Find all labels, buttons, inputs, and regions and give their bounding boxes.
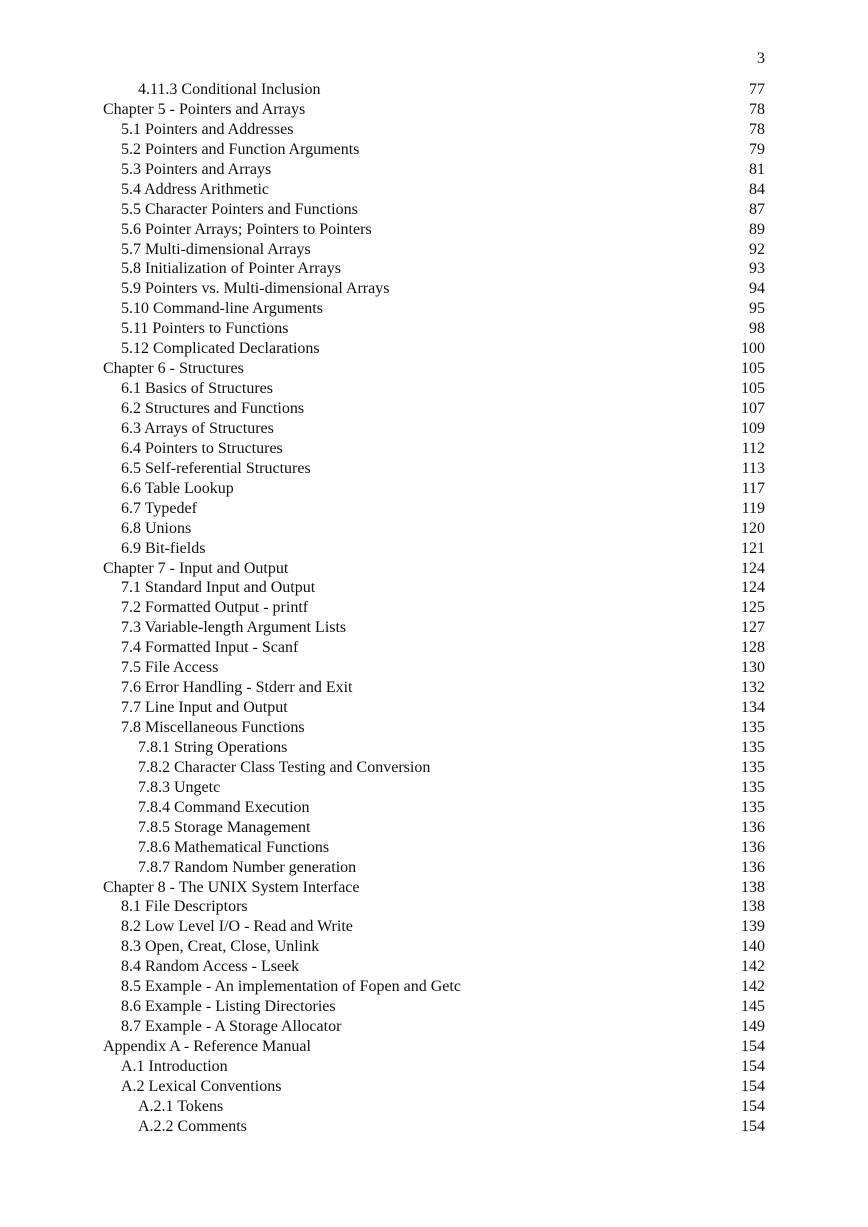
toc-entry-page: 120 [741,519,765,537]
toc-entry-title: 5.11 Pointers to Functions [121,320,289,338]
toc-entry-page: 154 [741,1057,765,1075]
toc-section-entry [103,319,765,339]
toc-entry-title: 8.3 Open, Creat, Close, Unlink [121,938,320,956]
toc-entry-title: 7.2 Formatted Output - printf [121,599,309,617]
toc-entry-title: A.1 Introduction [121,1057,228,1075]
toc-entry-page: 92 [749,240,765,258]
toc-entry-title: 7.8.2 Character Class Testing and Conversion [138,758,431,776]
toc-entry-page: 93 [749,260,765,278]
toc-entry-page: 135 [741,738,765,756]
toc-entry-title: 7.6 Error Handling - Stderr and Exit [121,679,353,697]
toc-entry-title: 7.8.1 String Operations [138,738,288,756]
toc-entry-page: 124 [741,579,765,597]
toc-section-entry [103,479,765,499]
toc-entry-title: 5.6 Pointer Arrays; Pointers to Pointers [121,220,372,238]
toc-entry-title: 6.8 Unions [121,519,192,537]
toc-entry-page: 81 [749,160,765,178]
toc-entry-title: 5.3 Pointers and Arrays [121,160,272,178]
toc-section-entry [103,1117,765,1137]
toc-section-entry [103,678,765,698]
toc-entry-page: 139 [741,918,765,936]
toc-entry-title: A.2.2 Comments [138,1117,247,1135]
toc-entry-page: 105 [741,360,765,378]
toc-section-entry [103,718,765,738]
toc-section-entry [103,937,765,957]
toc-entry-page: 136 [741,818,765,836]
toc-entry-title: 5.1 Pointers and Addresses [121,120,294,138]
toc-entry-page: 78 [749,120,765,138]
toc-entry-page: 105 [741,380,765,398]
toc-entry-page: 119 [741,499,765,517]
toc-entry-title: 5.4 Address Arithmetic [121,180,269,198]
toc-entry-page: 89 [749,220,765,238]
toc-entry-title: 6.3 Arrays of Structures [121,419,274,437]
toc-section-entry [103,499,765,519]
toc-section-entry [103,279,765,299]
toc-entry-title: 5.10 Command-line Arguments [121,300,323,318]
toc-entry-title: 8.4 Random Access - Lseek [121,958,300,976]
toc-section-entry [103,539,765,559]
toc-section-entry [103,200,765,220]
toc-entry-title: 6.6 Table Lookup [121,479,234,497]
toc-entry-page: 125 [741,599,765,617]
toc-chapter-entry [103,559,765,579]
toc-section-entry [103,1097,765,1117]
toc-entry-page: 154 [741,1097,765,1115]
toc-section-entry [103,160,765,180]
toc-section-entry [103,120,765,140]
toc-entry-title: 6.9 Bit-fields [121,539,206,557]
toc-section-entry [103,220,765,240]
toc-entry-page: 98 [749,320,765,338]
toc-entry-title: 5.7 Multi-dimensional Arrays [121,240,311,258]
toc-entry-title: 7.1 Standard Input and Output [121,579,316,597]
toc-entry-title: 8.2 Low Level I/O - Read and Write [121,918,353,936]
toc-section-entry [103,1017,765,1037]
toc-section-entry [103,838,765,858]
toc-section-entry [103,977,765,997]
toc-entry-page: 138 [741,898,765,916]
toc-section-entry [103,259,765,279]
toc-entry-page: 87 [749,200,765,218]
toc-entry-title: 6.2 Structures and Functions [121,400,305,417]
toc-entry-title: 7.3 Variable-length Argument Lists [121,619,347,637]
toc-entry-title: 7.7 Line Input and Output [121,699,288,717]
toc-section-entry [103,80,765,100]
toc-entry-page: 100 [741,340,765,358]
toc-section-entry [103,419,765,439]
toc-section-entry [103,439,765,459]
toc-section-entry [103,598,765,618]
toc-entry-page: 84 [749,180,765,198]
toc-section-entry [103,917,765,937]
toc-entry-title: 6.4 Pointers to Structures [121,439,283,457]
toc-entry-title: 8.1 File Descriptors [121,898,248,916]
toc-entry-title: 6.1 Basics of Structures [121,380,273,398]
toc-entry-title: Appendix A - Reference Manual [103,1038,311,1055]
toc-entry-title: 7.5 File Access [121,659,219,677]
toc-entry-page: 107 [741,400,765,417]
toc-entry-page: 112 [741,439,765,457]
toc-entry-page: 136 [741,838,765,856]
toc-section-entry [103,379,765,399]
toc-section-entry [103,399,765,419]
toc-entry-title: Chapter 8 - The UNIX System Interface [103,878,360,896]
toc-entry-title: 7.8.7 Random Number generation [138,858,357,876]
toc-entry-title: 7.8.3 Ungetc [138,778,221,796]
toc-entry-title: A.2 Lexical Conventions [121,1077,282,1095]
toc-entry-page: 113 [741,459,765,477]
toc-chapter-entry [103,1037,765,1057]
toc-section-entry [103,698,765,718]
toc-entry-title: 7.8.4 Command Execution [138,798,310,816]
toc-section-entry [103,798,765,818]
toc-section-entry [103,1077,765,1097]
toc-section-entry [103,180,765,200]
toc-section-entry [103,299,765,319]
toc-entry-page: 130 [741,659,765,677]
toc-section-entry [103,638,765,658]
toc-entry-page: 142 [741,958,765,976]
table-of-contents [103,80,765,1137]
toc-section-entry [103,858,765,878]
toc-section-entry [103,897,765,917]
toc-entry-page: 94 [749,280,765,298]
toc-chapter-entry [103,359,765,379]
toc-section-entry [103,818,765,838]
toc-entry-page: 79 [749,140,765,158]
toc-entry-page: 121 [741,539,765,557]
toc-section-entry [103,758,765,778]
toc-section-entry [103,140,765,160]
toc-section-entry [103,240,765,260]
toc-entry-title: Chapter 6 - Structures [103,360,244,378]
toc-entry-title: 5.5 Character Pointers and Functions [121,200,358,218]
toc-entry-page: 154 [741,1117,765,1135]
toc-entry-title: 4.11.3 Conditional Inclusion [138,81,321,98]
toc-entry-page: 77 [749,81,765,98]
toc-chapter-entry [103,100,765,120]
toc-entry-page: 95 [749,300,765,318]
toc-entry-title: 5.12 Complicated Declarations [121,340,320,358]
toc-entry-title: 6.7 Typedef [121,499,197,517]
toc-entry-page: 136 [741,858,765,876]
toc-entry-page: 135 [741,798,765,816]
toc-entry-page: 135 [741,719,765,736]
toc-entry-page: 154 [741,1077,765,1095]
toc-section-entry [103,519,765,539]
toc-entry-title: 8.5 Example - An implementation of Fopen and Getc [121,978,461,996]
toc-entry-page: 124 [741,559,765,577]
toc-entry-title: Chapter 7 - Input and Output [103,559,289,577]
toc-entry-title: Chapter 5 - Pointers and Arrays [103,100,306,118]
toc-section-entry [103,658,765,678]
toc-entry-title: 7.8 Miscellaneous Functions [121,719,305,736]
toc-section-entry [103,578,765,598]
toc-entry-page: 117 [741,479,765,497]
toc-entry-page: 140 [741,938,765,956]
toc-entry-page: 132 [741,679,765,697]
toc-entry-title: 8.6 Example - Listing Directories [121,998,336,1016]
toc-section-entry [103,738,765,758]
toc-entry-title: 7.8.6 Mathematical Functions [138,838,330,856]
toc-entry-page: 134 [741,699,765,717]
toc-section-entry [103,618,765,638]
page-number: 3 [757,50,765,67]
toc-entry-title: 5.2 Pointers and Function Arguments [121,140,360,158]
toc-entry-page: 138 [741,878,765,896]
toc-entry-title: 6.5 Self-referential Structures [121,459,311,477]
toc-section-entry [103,778,765,798]
toc-entry-page: 154 [741,1038,765,1055]
toc-entry-page: 135 [741,758,765,776]
toc-section-entry [103,339,765,359]
toc-entry-title: 8.7 Example - A Storage Allocator [121,1018,342,1036]
toc-section-entry [103,1057,765,1077]
toc-entry-page: 127 [741,619,765,637]
toc-entry-title: 7.8.5 Storage Management [138,818,311,836]
toc-entry-page: 109 [741,419,765,437]
toc-section-entry [103,957,765,977]
toc-entry-title: A.2.1 Tokens [138,1097,224,1115]
toc-entry-page: 149 [741,1018,765,1036]
toc-chapter-entry [103,878,765,898]
toc-entry-page: 142 [741,978,765,996]
toc-section-entry [103,459,765,479]
toc-entry-title: 5.9 Pointers vs. Multi-dimensional Arrays [121,280,390,298]
toc-entry-page: 145 [741,998,765,1016]
toc-section-entry [103,997,765,1017]
toc-entry-page: 128 [741,639,765,657]
toc-entry-title: 7.4 Formatted Input - Scanf [121,639,299,657]
toc-entry-page: 78 [749,100,765,118]
toc-entry-page: 135 [741,778,765,796]
toc-entry-title: 5.8 Initialization of Pointer Arrays [121,260,341,278]
